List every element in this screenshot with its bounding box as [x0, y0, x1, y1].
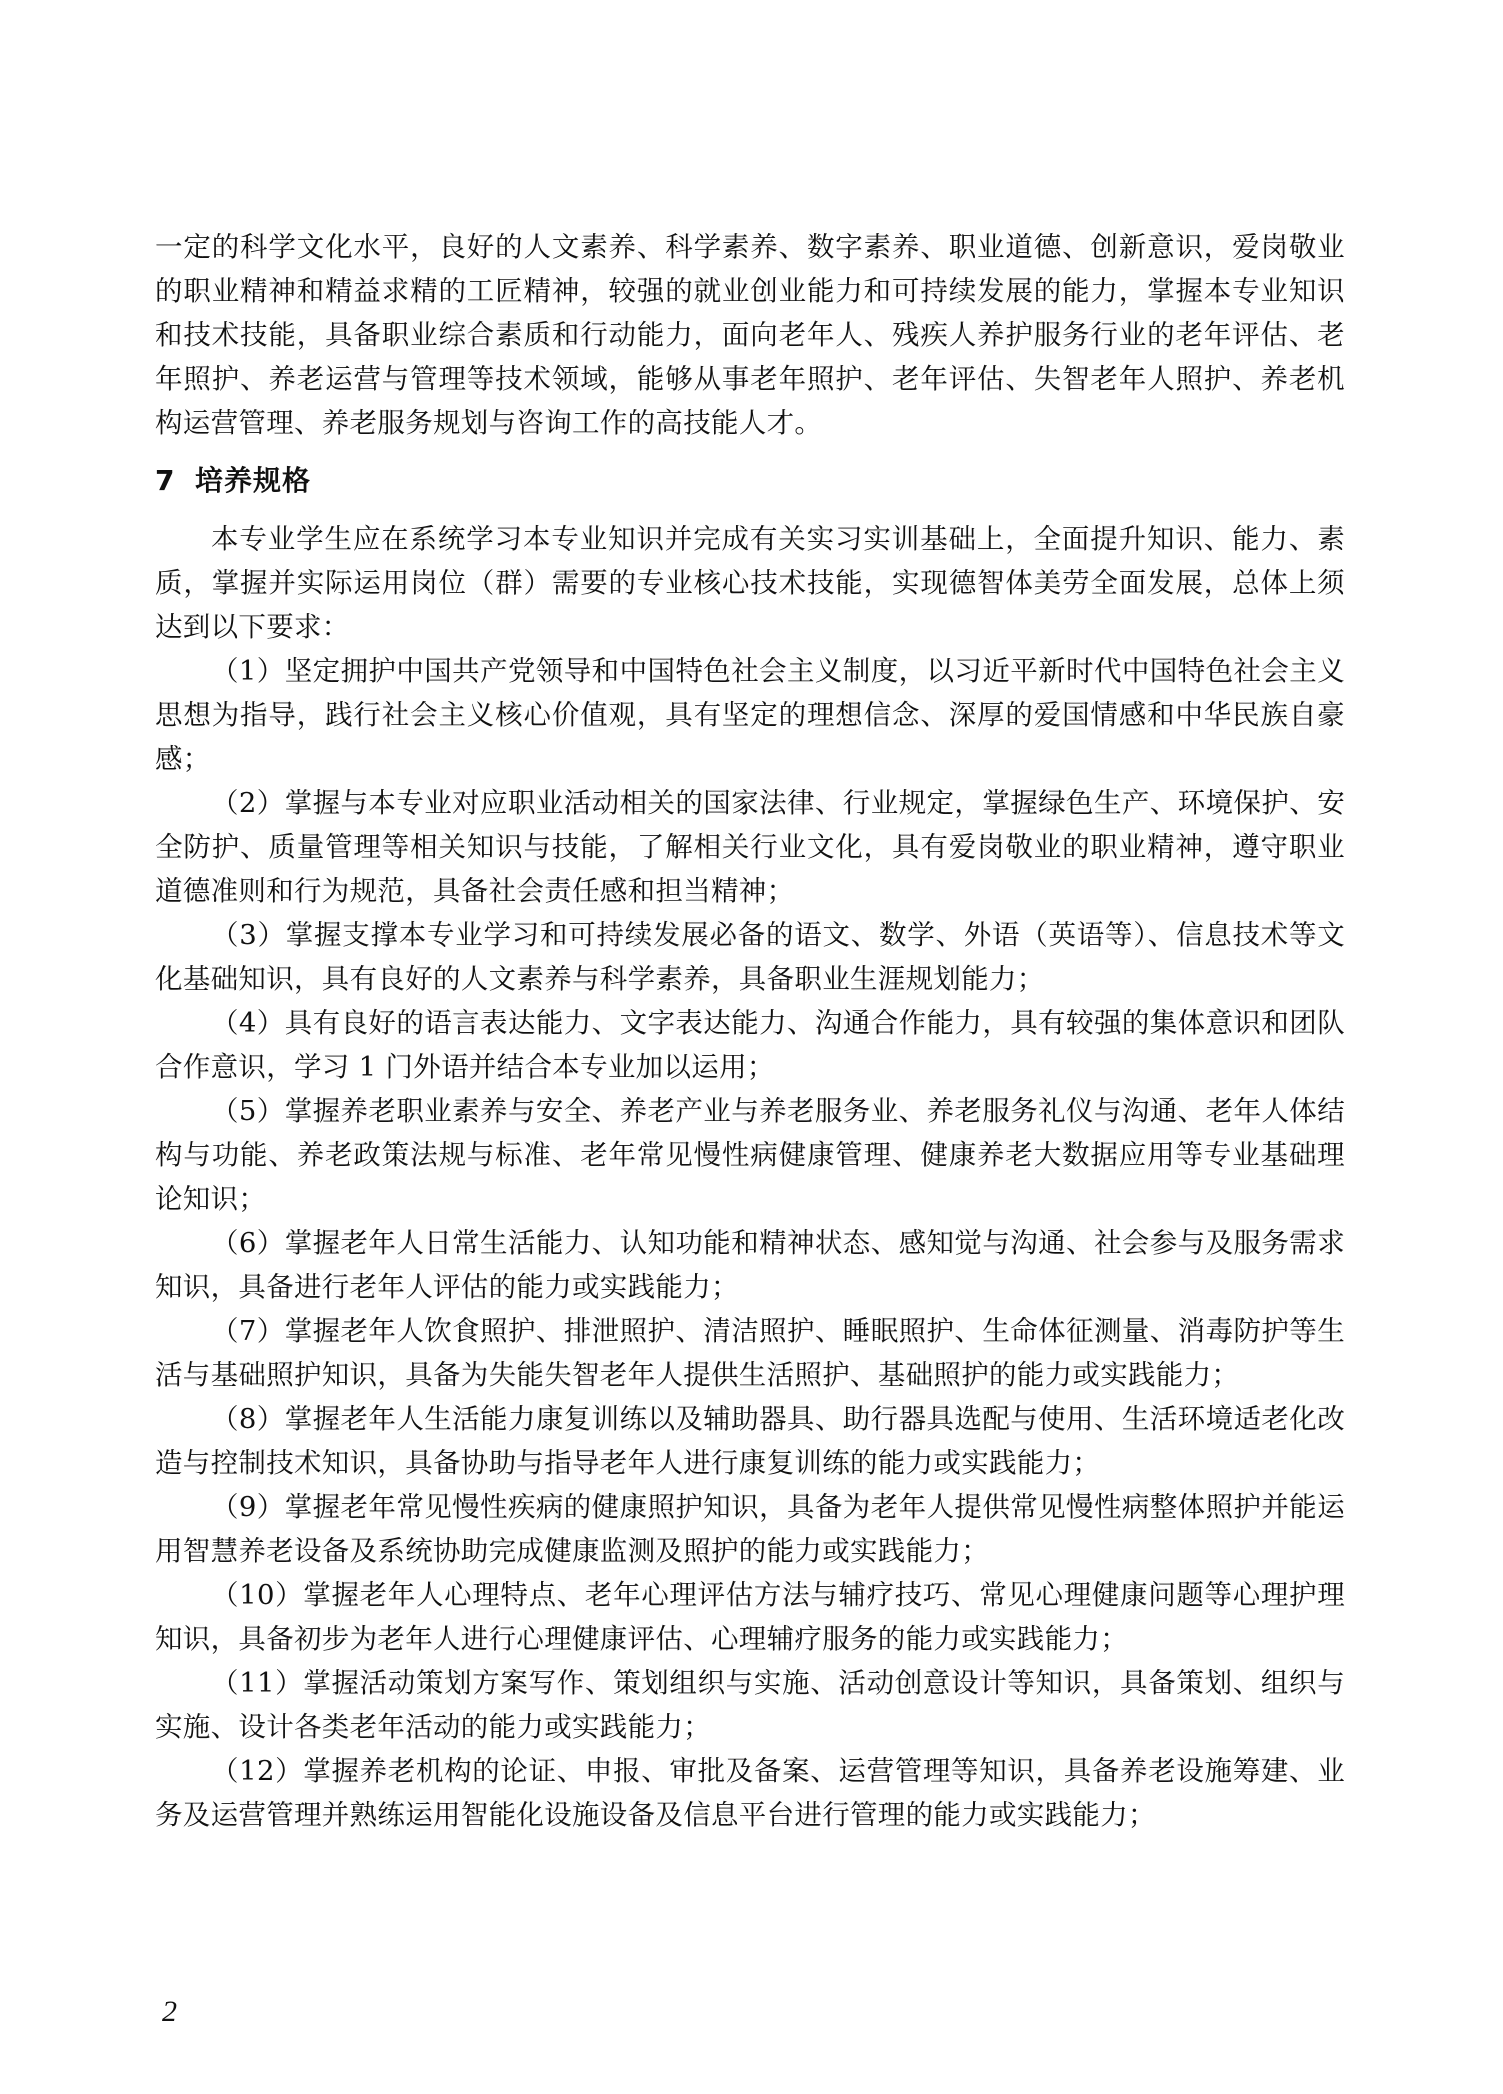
- opening-paragraph: 一定的科学文化水平，良好的人文素养、科学素养、数字素养、职业道德、创新意识，爱岗敬业的职业精神和精益求精的工匠精神，较强的就业创业能力和可持续发展的能力，掌握本专业知识和技术技能，具备职业综合素质和行动能力，面向老年人、残疾人养护服务行业的老年评估、老年照护、养老运营与管理等技术领域，能够从事老年照护、老年评估、失智老年人照护、养老机构运营管理、养老服务规划与咨询工作的高技能人才。: [155, 231, 1345, 439]
- section-heading: [155, 461, 1345, 501]
- section-title: 培养规格: [195, 464, 312, 497]
- requirement-item-1: （1）坚定拥护中国共产党领导和中国特色社会主义制度，以习近平新时代中国特色社会主义思想为指导，践行社会主义核心价值观，具有坚定的理想信念、深厚的爱国情感和中华民族自豪感；: [155, 655, 1345, 775]
- page-number: 2: [162, 1995, 177, 2028]
- requirement-item-5: （5）掌握养老职业素养与安全、养老产业与养老服务业、养老服务礼仪与沟通、老年人体结构与功能、养老政策法规与标准、老年常见慢性病健康管理、健康养老大数据应用等专业基础理论知识；: [155, 1095, 1345, 1215]
- requirement-item-12: （12）掌握养老机构的论证、申报、审批及备案、运营管理等知识，具备养老设施筹建、业务及运营管理并熟练运用智能化设施设备及信息平台进行管理的能力或实践能力；: [155, 1755, 1345, 1831]
- requirement-item-3: （3）掌握支撑本专业学习和可持续发展必备的语文、数学、外语（英语等）、信息技术等文化基础知识，具有良好的人文素养与科学素养，具备职业生涯规划能力；: [155, 919, 1345, 995]
- requirement-item-11: （11）掌握活动策划方案写作、策划组织与实施、活动创意设计等知识，具备策划、组织与实施、设计各类老年活动的能力或实践能力；: [155, 1667, 1345, 1743]
- requirement-item-9: （9）掌握老年常见慢性疾病的健康照护知识，具备为老年人提供常见慢性病整体照护并能运用智慧养老设备及系统协助完成健康监测及照护的能力或实践能力；: [155, 1491, 1345, 1567]
- requirement-item-7: （7）掌握老年人饮食照护、排泄照护、清洁照护、睡眠照护、生命体征测量、消毒防护等生活与基础照护知识，具备为失能失智老年人提供生活照护、基础照护的能力或实践能力；: [155, 1315, 1345, 1391]
- requirement-item-8: （8）掌握老年人生活能力康复训练以及辅助器具、助行器具选配与使用、生活环境适老化改造与控制技术知识，具备协助与指导老年人进行康复训练的能力或实践能力；: [155, 1403, 1345, 1479]
- requirement-item-6: （6）掌握老年人日常生活能力、认知功能和精神状态、感知觉与沟通、社会参与及服务需求知识，具备进行老年人评估的能力或实践能力；: [155, 1227, 1345, 1303]
- requirement-item-10: （10）掌握老年人心理特点、老年心理评估方法与辅疗技巧、常见心理健康问题等心理护理知识，具备初步为老年人进行心理健康评估、心理辅疗服务的能力或实践能力；: [155, 1579, 1345, 1655]
- section-number: 7: [155, 464, 176, 497]
- page-body: [155, 225, 1345, 1837]
- requirement-item-2: （2）掌握与本专业对应职业活动相关的国家法律、行业规定，掌握绿色生产、环境保护、安全防护、质量管理等相关知识与技能，了解相关行业文化，具有爱岗敬业的职业精神，遵守职业道德准则和行为规范，具备社会责任感和担当精神；: [155, 787, 1345, 907]
- intro-paragraph: 本专业学生应在系统学习本专业知识并完成有关实习实训基础上，全面提升知识、能力、素质，掌握并实际运用岗位（群）需要的专业核心技术技能，实现德智体美劳全面发展，总体上须达到以下要求：: [155, 523, 1345, 643]
- requirement-item-4: （4）具有良好的语言表达能力、文字表达能力、沟通合作能力，具有较强的集体意识和团队合作意识，学习 1 门外语并结合本专业加以运用；: [155, 1007, 1345, 1083]
